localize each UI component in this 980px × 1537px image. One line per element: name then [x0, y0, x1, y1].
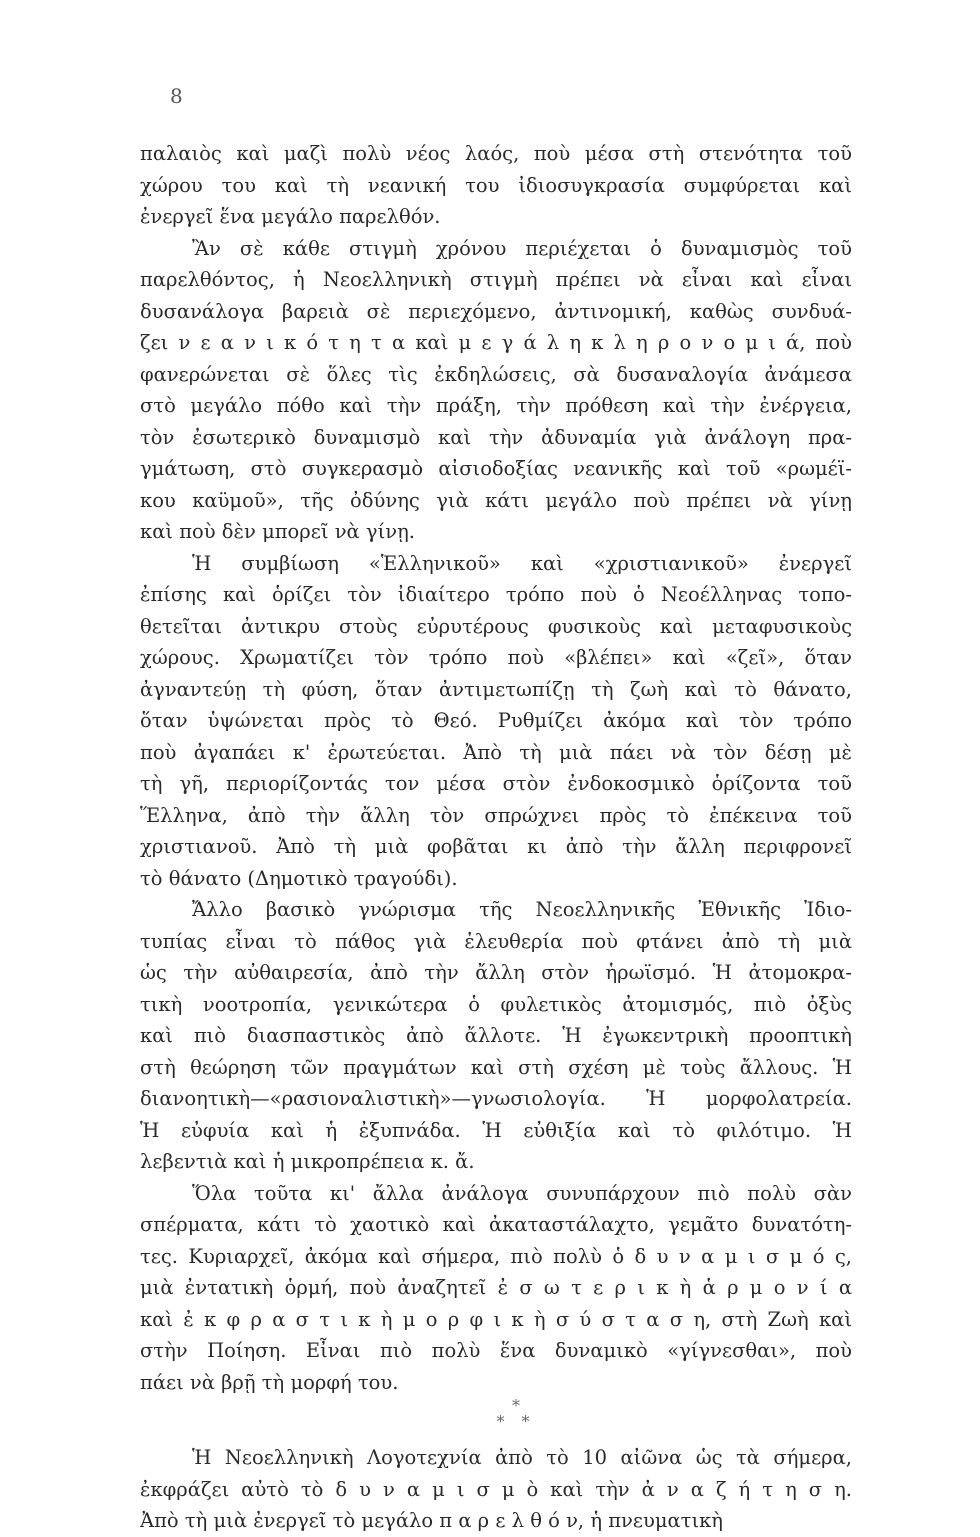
asterism-top: *: [512, 1396, 520, 1415]
text-line: τικὴ νοοτροπία, γενικώτερα ὁ φυλετικὸς ἀτομισμός, πιὸ ὀξὺς: [140, 992, 852, 1016]
text-line: χώρου του καὶ τὴ νεανική του ἰδιοσυγκρασία συμφύρεται καὶ: [140, 173, 852, 197]
paragraph: [140, 1442, 852, 1537]
text-line: λεβεντιὰ καὶ ἡ μικροπρέπεια κ. ἄ.: [140, 1150, 475, 1173]
text-line: φανερώνεται σὲ ὅλες τὶς ἐκδηλώσεις, σὰ δυσαναλογία ἀνάμεσα: [140, 362, 852, 386]
text-line: ζει ν ε α ν ι κ ό τ η τ α καὶ μ ε γ ά λ η κ λ η ρ ο ν ο μ ι ά, ποὺ: [140, 331, 852, 354]
text-line: κου καϋμοῦ», τῆς ὀδύνης γιὰ κάτι μεγάλο ποὺ πρέπει νὰ γίνῃ: [140, 488, 852, 512]
paragraph: [140, 894, 852, 1178]
text-line: ἐνεργεῖ ἕνα μεγάλο παρελθόν.: [140, 205, 441, 228]
text-line: ὡς τὴν αὐθαιρεσία, ἀπὸ τὴν ἄλλη στὸν ἡρωϊσμό. Ἡ ἀτομοκρα-: [140, 961, 852, 984]
text-line: χώρους. Χρωματίζει τὸν τρόπο ποὺ «βλέπει» καὶ «ζεῖ», ὅταν: [140, 646, 852, 669]
text-line: Ἡ συμβίωση «Ἑλληνικοῦ» καὶ «χριστιανικοῦ» ἐνεργεῖ: [192, 551, 852, 575]
text-line: τες. Κυριαρχεῖ, ἀκόμα καὶ σήμερα, πιὸ πολὺ ὁ δ υ ν α μ ι σ μ ό ς,: [140, 1244, 852, 1268]
text-line: τὸ θάνατο (Δημοτικὸ τραγούδι).: [140, 866, 458, 890]
text-line: τὸν ἐσωτερικὸ δυναμισμὸ καὶ τὴν ἀδυναμία γιὰ ἀνάλογη πρα-: [140, 425, 852, 449]
text-line: καὶ ποὺ δὲν μπορεῖ νὰ γίνῃ.: [140, 520, 415, 543]
text-line: Ὅλα τοῦτα κι' ἄλλα ἀνάλογα συνυπάρχουν πιὸ πολὺ σὰν: [192, 1181, 852, 1205]
text-line: παρελθόντος, ἡ Νεοελληνικὴ στιγμὴ πρέπει νὰ εἶναι καὶ εἶναι: [140, 268, 852, 291]
text-line: ἐπίσης καὶ ὁρίζει τὸν ἰδιαίτερο τρόπο ποὺ ὁ Νεοέλληνας τοπο-: [140, 583, 852, 606]
paragraph: [140, 138, 852, 233]
text-line: τυπίας εἶναι τὸ πάθος γιὰ ἐλευθερία ποὺ φτάνει ἀπὸ τὴ μιὰ: [140, 929, 852, 953]
text-line: παλαιὸς καὶ μαζὶ πολὺ νέος λαός, ποὺ μέσα στὴ στενότητα τοῦ: [140, 142, 852, 165]
page-number: 8: [170, 84, 183, 108]
body-text: [140, 138, 852, 1537]
text-line: χριστιανοῦ. Ἀπὸ τὴ μιὰ φοβᾶται κι ἀπὸ τὴν ἄλλη περιφρονεῖ: [140, 835, 852, 858]
text-line: ποὺ ἀγαπάει κ' ἐρωτεύεται. Ἀπὸ τὴ μιὰ πάει νὰ τὸν δέσῃ μὲ: [140, 740, 852, 764]
text-line: δυσανάλογα βαρειὰ σὲ περιεχόμενο, ἀντινομική, καθὼς συνδυά-: [140, 299, 852, 323]
text-line: Ἡ εὐφυία καὶ ἡ ἐξυπνάδα. Ἡ εὐθιξία καὶ τὸ φιλότιμο. Ἡ: [140, 1118, 852, 1142]
text-line: Ἄλλο βασικὸ γνώρισμα τῆς Νεοελληνικῆς Ἐθνικῆς Ἰδιο-: [192, 898, 852, 921]
paragraph: [140, 548, 852, 895]
text-line: σπέρματα, κάτι τὸ χαοτικὸ καὶ ἀκαταστάλαχτο, γεμᾶτο δυνατότη-: [140, 1213, 852, 1236]
text-line: στὴ θεώρηση τῶν πραγμάτων καὶ στὴ σχέση μὲ τοὺς ἄλλους. Ἡ: [140, 1055, 852, 1079]
text-line: καὶ πιὸ διασπαστικὸς ἀπὸ ἄλλοτε. Ἡ ἐγωκεντρικὴ προοπτικὴ: [140, 1024, 852, 1047]
text-line: στὴν Ποίηση. Εἶναι πιὸ πολὺ ἕνα δυναμικὸ «γίγνεσθαι», ποὺ: [140, 1339, 852, 1362]
text-line: τὴ γῆ, περιορίζοντάς τον μέσα στὸν ἐνδοκοσμικὸ ὁρίζοντα τοῦ: [140, 772, 852, 795]
final-paragraph: [140, 1442, 852, 1537]
paragraphs: [140, 138, 852, 1398]
paragraph: [140, 233, 852, 548]
text-line: Ἕλληνα, ἀπὸ τὴν ἄλλη τὸν σπρώχνει πρὸς τὸ ἐπέκεινα τοῦ: [140, 803, 852, 827]
text-line: γμάτωση, στὸ συγκερασμὸ αἰσιοδοξίας νεανικῆς καὶ τοῦ «ρωμέϊ-: [140, 457, 852, 480]
paragraph: [140, 1178, 852, 1399]
text-line: διανοητικὴ—«ρασιοναλιστικὴ»—γνωσιολογία. Ἡ μορφολατρεία.: [140, 1087, 852, 1110]
text-line: ὅταν ὑψώνεται πρὸς τὸ Θεό. Ρυθμίζει ἀκόμα καὶ τὸν τρόπο: [140, 709, 852, 732]
section-break-asterism: [140, 1398, 852, 1442]
text-line: πάει νὰ βρῇ τὴ μορφή του.: [140, 1370, 399, 1394]
text-line: στὸ μεγάλο πόθο καὶ τὴν πράξη, τὴν πρόθεση καὶ τὴν ἐνέργεια,: [140, 394, 852, 417]
text-line: ἐκφράζει αὐτὸ τὸ δ υ ν α μ ι σ μ ὸ καὶ τὴν ἀ ν α ζ ή τ η σ η.: [140, 1477, 852, 1501]
asterism-bottom: * *: [496, 1412, 536, 1431]
text-line: Ἂν σὲ κάθε στιγμὴ χρόνου περιέχεται ὁ δυναμισμὸς τοῦ: [192, 236, 852, 260]
text-line: καὶ ἐ κ φ ρ α σ τ ι κ ὴ μ ο ρ φ ι κ ὴ σ ύ σ τ α σ η, στὴ Ζωὴ καὶ: [140, 1307, 852, 1331]
text-line: ἀγναντεύῃ τὴ φύση, ὅταν ἀντιμετωπίζῃ τὴ ζωὴ καὶ τὸ θάνατο,: [140, 677, 852, 701]
text-line: Ἡ Νεοελληνικὴ Λογοτεχνία ἀπὸ τὸ 10 αἰῶνα ὡς τὰ σήμερα,: [192, 1446, 852, 1469]
text-line: θετεῖται ἀντικρυ στοὺς εὐρυτέρους φυσικοὺς καὶ μεταφυσικοὺς: [140, 614, 852, 638]
text-line: μιὰ ἐντατικὴ ὁρμή, ποὺ ἀναζητεῖ ἐ σ ω τ ε ρ ι κ ὴ ἁ ρ μ ο ν ί α: [140, 1276, 852, 1299]
text-line: Ἀπὸ τὴ μιὰ ἐνεργεῖ τὸ μεγάλο π α ρ ε λ θ ό ν, ἡ πνευματικὴ: [140, 1509, 723, 1532]
